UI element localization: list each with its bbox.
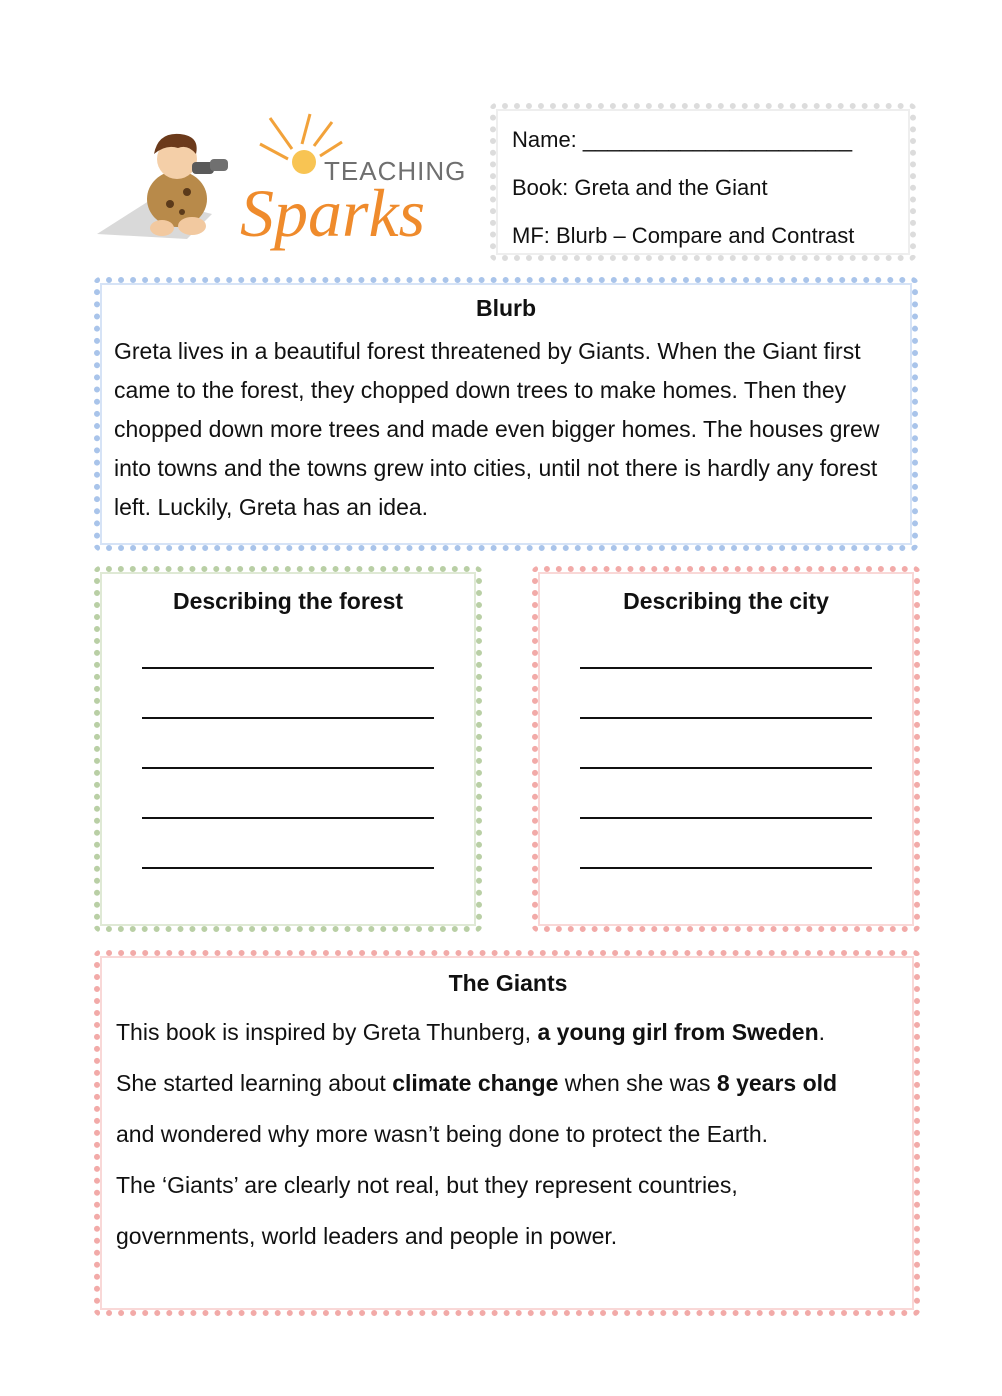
answer-line[interactable] — [100, 729, 476, 779]
answer-line[interactable] — [538, 779, 914, 829]
city-title: Describing the city — [623, 588, 829, 614]
answer-line[interactable] — [538, 629, 914, 679]
giants-line-2: She started learning about climate change when she was 8 years old — [116, 1070, 838, 1096]
answer-line[interactable] — [100, 829, 476, 879]
book-label: Book: Greta and the Giant — [512, 175, 768, 200]
giants-line-1: This book is inspired by Greta Thunberg, a young girl from Sweden. — [116, 1019, 826, 1045]
answer-line[interactable] — [538, 729, 914, 779]
mf-label: MF: Blurb – Compare and Contrast — [512, 223, 855, 248]
giants-title: The Giants — [448, 970, 568, 996]
blurb-text: Greta lives in a beautiful forest threatened by Giants. When the Giant first came to the forest, they chopped down trees to make homes. Then they chopped down more trees and made even bigger homes. The houses grew into towns and the towns grew into cities, until not there is hardly any forest left. Luckily, Greta has an idea. — [114, 338, 880, 520]
giants-line-3: and wondered why more wasn’t being done to protect the Earth. — [116, 1121, 769, 1147]
logo-graphic — [92, 104, 472, 254]
student-info-box — [490, 103, 916, 261]
forest-title: Describing the forest — [172, 588, 404, 614]
city-answer-lines — [538, 629, 914, 879]
forest-box — [94, 566, 482, 932]
answer-line[interactable] — [100, 779, 476, 829]
answer-line[interactable] — [100, 629, 476, 679]
answer-line[interactable] — [538, 829, 914, 879]
city-box — [532, 566, 920, 932]
answer-line[interactable] — [538, 679, 914, 729]
giants-box — [94, 950, 920, 1316]
giants-line-4: The ‘Giants’ are clearly not real, but they represent countries, — [116, 1172, 738, 1198]
giants-text — [116, 1007, 900, 1262]
teaching-sparks-logo — [92, 104, 472, 254]
forest-answer-lines — [100, 629, 476, 879]
name-field-label[interactable]: Name: ______________________ — [512, 127, 853, 152]
blurb-box — [94, 277, 918, 551]
logo-line1: TEACHING — [324, 156, 467, 186]
giants-line-5: governments, world leaders and people in power. — [116, 1223, 618, 1249]
blurb-title: Blurb — [475, 295, 537, 321]
answer-line[interactable] — [100, 679, 476, 729]
logo-line2: Sparks — [240, 175, 426, 251]
